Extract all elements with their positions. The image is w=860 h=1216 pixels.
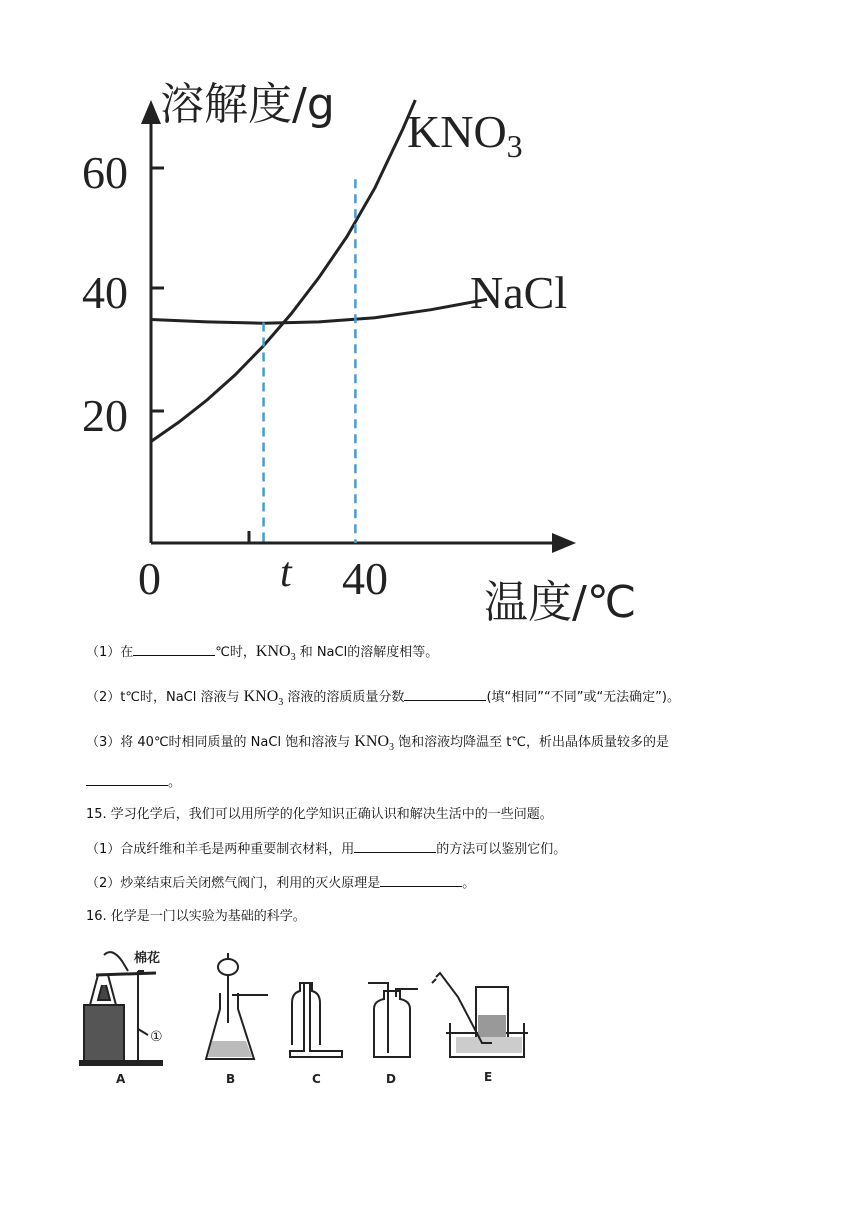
q1-text-b: ℃时，: [215, 645, 256, 660]
q3-text-a: （3）将 40℃时相同质量的 NaCl 饱和溶液与: [86, 735, 355, 750]
formula-kno3: $KNO_3$: [243, 688, 284, 709]
apparatus-figure: [78, 945, 538, 1090]
x-tick-label: 40: [342, 553, 388, 604]
formula-kno3: $KNO_3$: [255, 643, 296, 664]
q1-text-d: 和 NaCl的溶解度相等。: [295, 645, 439, 660]
apparatus-label-b: B: [226, 1072, 236, 1086]
q2-text-c: 溶液的溶质质量分数: [283, 690, 405, 705]
q15-1-text-b: 的方法可以鉴别它们。: [436, 842, 567, 857]
q1-text-a: （1）在: [86, 645, 134, 660]
question-2: [86, 688, 680, 712]
kno3-curve: [151, 100, 415, 442]
y-tick-label: 60: [82, 147, 128, 198]
apparatus-label-e: E: [484, 1070, 493, 1084]
y-axis-label: 溶解度/g: [160, 79, 335, 130]
q15-2-text-a: （2）炒菜结束后关闭燃气阀门，利用的灭火原理是: [86, 876, 381, 891]
question-3: [86, 733, 669, 757]
q15-2-text-b: 。: [462, 876, 476, 891]
answer-blank[interactable]: [404, 688, 486, 701]
y-tick-label: 20: [82, 390, 128, 441]
question-15: 15. 学习化学后，我们可以用所学的化学知识正确认识和解决生活中的一些问题。: [86, 807, 553, 822]
answer-blank[interactable]: [133, 643, 215, 656]
x-tick-label: 0: [138, 553, 161, 604]
question-15-2: [86, 874, 475, 893]
answer-blank[interactable]: [380, 874, 462, 887]
question-15-1: [86, 840, 566, 859]
q3-text-c: 饱和溶液均降温至 t℃，析出晶体质量较多的是: [394, 735, 669, 750]
y-tick-label: 40: [82, 267, 128, 318]
answer-blank[interactable]: [354, 840, 436, 853]
q2-text-d: (填“相同”“不同”或“无法确定”)。: [486, 690, 680, 705]
answer-blank[interactable]: [86, 773, 168, 786]
formula-kno3: $KNO_3$: [354, 733, 394, 754]
apparatus-a: [80, 950, 163, 1065]
apparatus-label-d: D: [386, 1072, 396, 1086]
apparatus-label-a: A: [116, 1072, 126, 1086]
circle-label: ①: [150, 1029, 163, 1045]
apparatus-c: [290, 983, 342, 1057]
x-axis-label: 温度/℃: [484, 577, 637, 628]
q15-1-text-a: （1）合成纤维和羊毛是两种重要制衣材料，用: [86, 842, 355, 857]
apparatus-b: [206, 953, 268, 1059]
series-label-nacl: NaCl: [470, 267, 568, 318]
q2-text-a: （2）t℃时，NaCl 溶液与: [86, 690, 244, 705]
apparatus-label-c: C: [312, 1072, 321, 1086]
question-1: [86, 643, 438, 667]
question-16: 16. 化学是一门以实验为基础的科学。: [86, 909, 306, 924]
nacl-curve: [151, 299, 487, 323]
question-3-blank: [86, 773, 181, 792]
apparatus-d: [368, 983, 418, 1057]
x-tick-label: t: [280, 550, 292, 596]
y-axis-arrow: [141, 100, 161, 124]
cotton-label: 棉花: [134, 951, 161, 966]
apparatus-e: [432, 973, 528, 1057]
q3-text-d: 。: [168, 775, 182, 790]
x-axis-arrow: [552, 533, 576, 553]
series-label-kno3: $KNO_3$: [407, 106, 523, 164]
